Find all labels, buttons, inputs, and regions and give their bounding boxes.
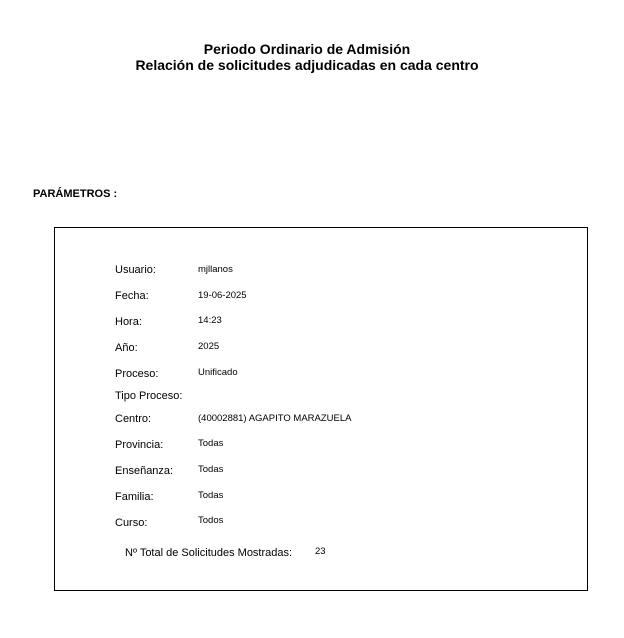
parameters-box: [54, 227, 588, 591]
anio-label: Año:: [115, 342, 138, 354]
report-subtitle: Relación de solicitudes adjudicadas en cada centro: [135, 57, 479, 73]
ensenanza-label: Enseñanza:: [115, 465, 174, 477]
centro-value: (40002881) AGAPITO MARAZUELA: [198, 413, 352, 424]
tipo-proceso-label: Tipo Proceso:: [115, 390, 183, 402]
report-title: Periodo Ordinario de Admisión: [203, 41, 411, 57]
curso-value: Todos: [198, 515, 224, 526]
parameters-section-label: PARÁMETROS :: [33, 188, 118, 200]
total-solicitudes-value: 23: [315, 546, 326, 557]
familia-label: Familia:: [115, 491, 154, 503]
hora-label: Hora:: [115, 316, 142, 328]
fecha-label: Fecha:: [115, 290, 149, 302]
provincia-label: Provincia:: [115, 439, 164, 451]
anio-value: 2025: [198, 341, 220, 352]
fecha-value: 19-06-2025: [198, 290, 247, 301]
familia-value: Todas: [198, 490, 224, 501]
proceso-value: Unificado: [198, 367, 238, 378]
provincia-value: Todas: [198, 438, 224, 449]
hora-value: 14:23: [198, 315, 222, 326]
usuario-label: Usuario:: [115, 264, 156, 276]
ensenanza-value: Todas: [198, 464, 224, 475]
curso-label: Curso:: [115, 517, 148, 529]
proceso-label: Proceso:: [115, 368, 159, 380]
total-solicitudes-label: Nº Total de Solicitudes Mostradas:: [125, 547, 293, 559]
centro-label: Centro:: [115, 413, 152, 425]
usuario-value: mjllanos: [198, 264, 233, 275]
